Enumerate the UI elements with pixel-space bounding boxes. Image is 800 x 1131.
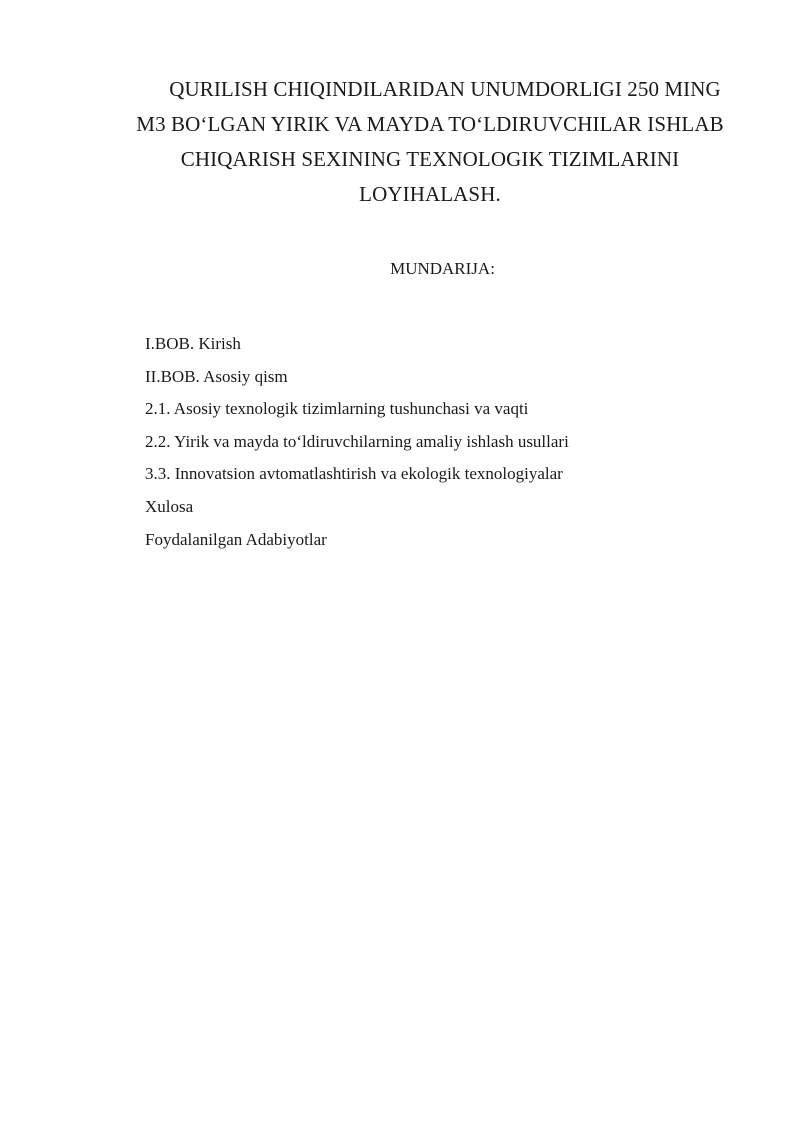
toc-item-2-2: 2.2. Yirik va mayda to‘ldiruvchilarning amaliy ishlash usullari (145, 431, 569, 451)
toc-item-2-1: 2.1. Asosiy texnologik tizimlarning tushunchasi va vaqti (145, 399, 529, 419)
table-of-contents (145, 328, 569, 556)
toc-item-kirish: I.BOB. Kirish (145, 334, 241, 353)
document-title (110, 72, 750, 212)
toc-item-3-3: 3.3. Innovatsion avtomatlashtirish va ekologik texnologiyalar (145, 464, 563, 484)
title-line-1: QURILISH CHIQINDILARIDAN UNUMDORLIGI 250 MING (169, 77, 721, 101)
title-line-3: CHIQARISH SEXINING TEXNOLOGIK TIZIMLARINI (180, 147, 680, 171)
toc-item-asosiy-qism: II.BOB. Asosiy qism (145, 366, 288, 386)
toc-item-adabiyotlar: Foydalanilgan Adabiyotlar (145, 529, 327, 549)
title-line-2: M3 BO‘LGAN YIRIK VA MAYDA TO‘LDIRUVCHILAR ISHLAB (136, 112, 724, 136)
toc-heading: MUNDARIJA: (390, 259, 495, 278)
toc-item-xulosa: Xulosa (145, 496, 194, 516)
title-line-4: LOYIHALASH. (359, 182, 501, 206)
